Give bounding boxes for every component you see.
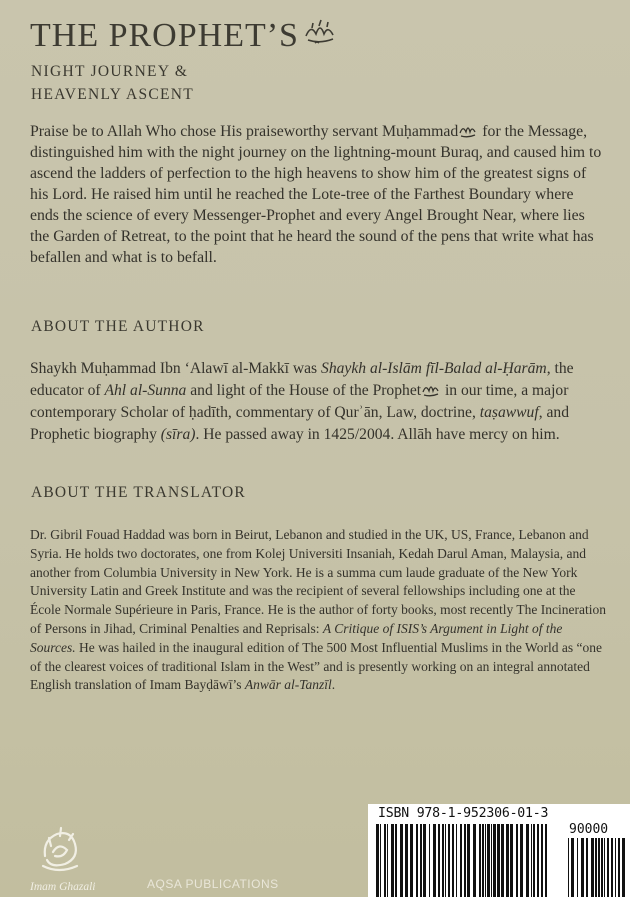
barcode-bar [380, 824, 381, 897]
barcode-bar [400, 824, 403, 897]
barcode-bar [387, 824, 388, 897]
barcode-bar [391, 824, 394, 897]
barcode-bar [460, 824, 462, 897]
barcode-bar [611, 838, 613, 897]
barcode-bar [545, 824, 547, 897]
barcode-bars [376, 824, 626, 897]
barcode-bar [598, 838, 600, 897]
barcode-bar [531, 824, 532, 897]
barcode-bar [464, 824, 466, 897]
barcode-bar [438, 824, 440, 897]
isbn-barcode [368, 804, 630, 897]
subtitle-line-1: NIGHT JOURNEY & [31, 63, 189, 80]
barcode-bar [384, 824, 386, 897]
barcode-bar [445, 824, 446, 897]
barcode-bar [591, 838, 594, 897]
barcode-bar [541, 824, 543, 897]
author-bio: Shaykh Muḥammad Ibn ‘Alawī al-Makkī was Shaykh al-Islām fīl-Balad al-Ḥarām, the educator of Ahl al-Sunna and light of the House of the Prophet in our time, a major contemporary Scholar of ḥadīth, commentary of Qurʾān, Law, doctrine, taṣawwuf, and Prophetic biography (sīra). He passed away in 1425/2004. Allāh have mercy on him. [30, 360, 574, 443]
barcode-bar [618, 838, 620, 897]
cover-blurb: Praise be to Allah Who chose His praiseworthy servant Muḥammad for the Message, distinguished him with the night journey on the lightning-mount Buraq, and caused him to ascend the ladders of perfection to the high heavens to show him of the greatest signs of his Lord. He raised him until he reached the Lote-tree of the Farthest Boundary where ends the science of every Messenger-Prophet and every Angel Brought Near, where lies the Garden of Retreat, to the point that he heard the sound of the pens that write what has befallen and what is to befall. [30, 123, 602, 266]
barcode-bar [537, 824, 539, 897]
barcode-bar [491, 824, 492, 897]
publisher-name: AQSA PUBLICATIONS [147, 877, 279, 891]
subtitle-line-2: HEAVENLY ASCENT [31, 86, 195, 103]
barcode-bar [526, 824, 529, 897]
barcode-bar [405, 824, 408, 897]
barcode-bar [376, 824, 379, 897]
isbn-number: ISBN 978-1-952306-01-3 [378, 806, 549, 821]
barcode-bar [473, 824, 476, 897]
about-author-heading: ABOUT THE AUTHOR [31, 318, 205, 335]
honorific-calligraphy-icon [459, 122, 477, 138]
barcode-bar [479, 824, 481, 897]
barcode-bar [448, 824, 450, 897]
barcode-bar [423, 824, 426, 897]
price-code: 90000 [569, 822, 609, 837]
barcode-bar [429, 824, 430, 897]
barcode-bar [501, 824, 504, 897]
ghazali-calligraphy-icon [37, 826, 83, 876]
barcode-bar [493, 824, 496, 897]
imam-ghazali-logo [30, 826, 96, 893]
barcode-bar [497, 824, 500, 897]
barcode-bar [577, 838, 578, 897]
barcode-bar [615, 838, 616, 897]
barcode-bar [467, 824, 470, 897]
barcode-bar [456, 824, 457, 897]
barcode-bar [581, 838, 584, 897]
barcode-bar [506, 824, 509, 897]
barcode-bar [622, 838, 625, 897]
barcode-bar [452, 824, 454, 897]
honorific-calligraphy-icon [303, 16, 337, 46]
about-translator-heading: ABOUT THE TRANSLATOR [31, 484, 246, 501]
barcode-bar [416, 824, 418, 897]
barcode-bar [510, 824, 513, 897]
barcode-bar [433, 824, 436, 897]
barcode-bar [482, 824, 484, 897]
barcode-bar [601, 838, 603, 897]
honorific-calligraphy-icon [422, 381, 440, 397]
logo-caption: Imam Ghazali [30, 881, 96, 893]
barcode-bar [487, 824, 490, 897]
translator-bio: Dr. Gibril Fouad Haddad was born in Beirut, Lebanon and studied in the UK, US, France, Lebanon and Syria. He holds two doctorates, one from Kolej Universiti Insaniah, Kedah Darul Aman, Malaysia, and another from Columbia University in New York. He is a summa cum laude graduate of the New York University Latin and Greek Institute and was the recipient of several fellowships including one at the École Normale Supérieure in Paris, France. He is the author of forty books, most recently The Incineration of Persons in Jihad, Criminal Penalties and Reprisals: A Critique of ISIS’s Argument in Light of the Sources. He was hailed in the inaugural edition of The 500 Most Influential Muslims in the World as “one of the clearest voices of traditional Islam in the West” and is presently working on an integral annotated English translation of Imam Bayḍāwī’s Anwār al-Tanzīl. [30, 527, 606, 693]
barcode-bar [604, 838, 605, 897]
barcode-bar [533, 824, 535, 897]
barcode-bar [568, 838, 569, 897]
barcode-bar [410, 824, 413, 897]
barcode-bar [520, 824, 523, 897]
barcode-bar [595, 838, 597, 897]
barcode-bar [607, 838, 609, 897]
barcode-bar [516, 824, 518, 897]
book-title: THE PROPHET’S [30, 16, 337, 56]
barcode-bar [395, 824, 397, 897]
barcode-bar [586, 838, 588, 897]
barcode-bar [485, 824, 486, 897]
barcode-bar [420, 824, 422, 897]
barcode-bar [442, 824, 444, 897]
barcode-bar [571, 838, 574, 897]
